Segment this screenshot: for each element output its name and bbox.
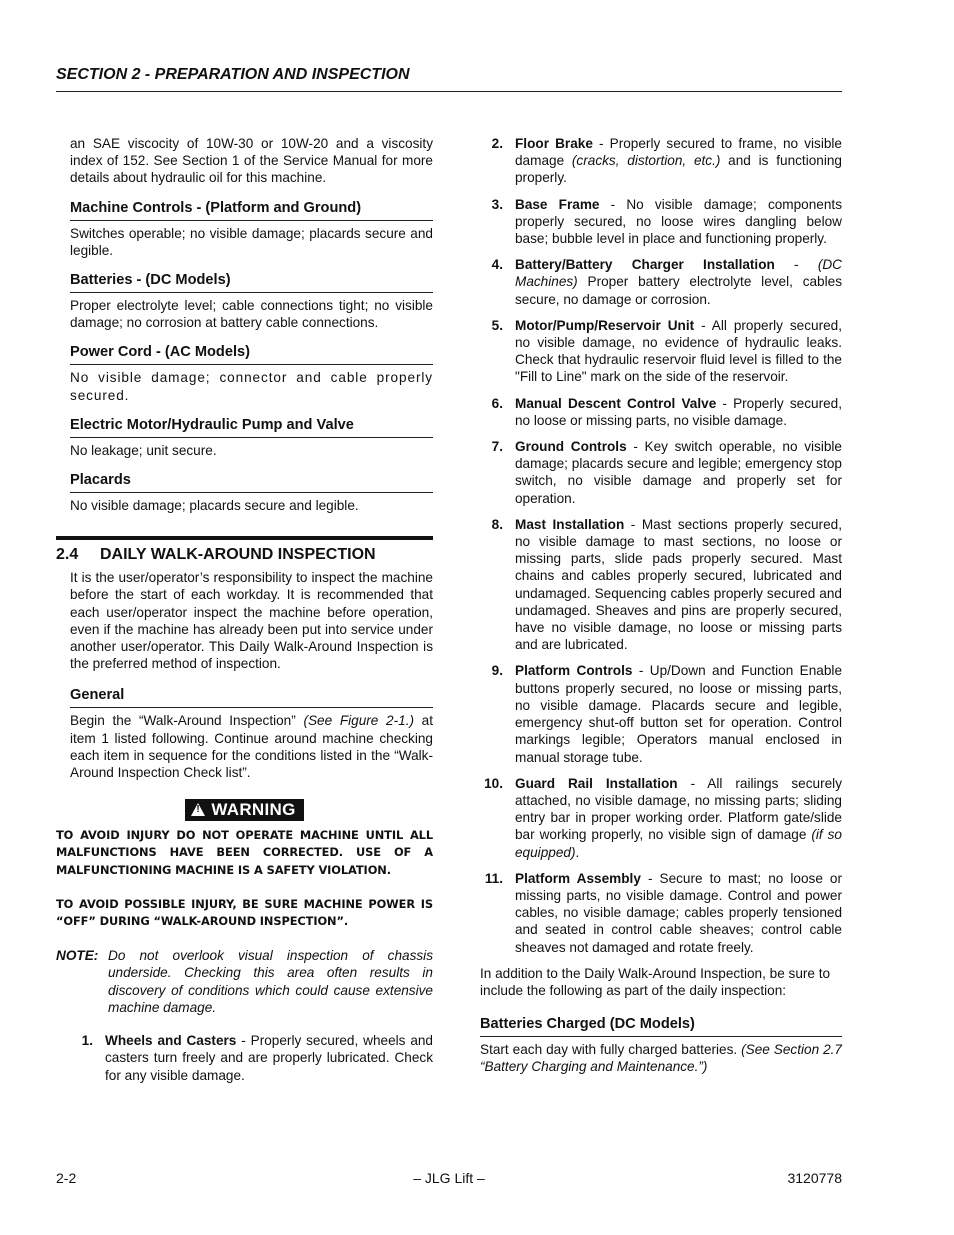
list-item-3 [480, 196, 842, 248]
list-item-number: 2. [491, 136, 503, 151]
section-reference: (See Section 2.7 “Battery Charging and Maintenance.”) [480, 1042, 842, 1075]
addition-text: In addition to the Daily Walk-Around Inspection, be sure to include the following as part of the daily inspection: [480, 965, 831, 998]
list-item-title: Base Frame [515, 196, 600, 212]
list-item-title: Mast Installation [515, 516, 625, 532]
list-item-title: Wheels and Casters [105, 1033, 237, 1049]
note-text: Do not overlook visual inspection of chassis underside. Checking this area often results in discovery of conditions which could cause extensive machine damage. [108, 948, 433, 1015]
warning-text-2: TO AVOID POSSIBLE INJURY, BE SURE MACHINE POWER IS “OFF” DURING “WALK-AROUND INSPECTION”. [56, 896, 433, 929]
general-heading: General [70, 686, 433, 708]
machine-controls-heading: Machine Controls - (Platform and Ground) [70, 199, 433, 221]
list-item-title: Floor Brake [515, 136, 593, 151]
list-item-title: Platform Controls [515, 663, 633, 679]
section-2-4-heading [56, 536, 433, 565]
list-item-title: Battery/Battery Charger Installation [515, 257, 775, 273]
list-item-10 [480, 775, 842, 861]
list-item-title: Manual Descent Control Valve [515, 395, 717, 411]
batteries-text: Proper electrolyte level; cable connections tight; no visible damage; no corrosion at battery cable connections. [70, 298, 433, 331]
batteries-heading: Batteries - (DC Models) [70, 271, 433, 293]
list-item-5 [480, 317, 842, 386]
right-column [480, 135, 842, 1082]
general-text: Begin the “Walk-Around Inspection” (See Figure 2-1.) at item 1 listed following. Continue around machine checking each item in sequence for the conditions listed in the “Walk-Around Inspection Check list”. [70, 713, 434, 781]
power-cord-text: No visible damage; connector and cable properly secured. [70, 370, 433, 403]
list-item-7 [480, 438, 842, 507]
list-item-number: 8. [491, 516, 503, 532]
list-item-number: 7. [491, 439, 503, 455]
list-item-body: Floor Brake - Properly secured to frame, no visible damage (cracks, distortion, etc.) and is functioning properly. [515, 136, 842, 186]
batteries-charged-text: Start each day with fully charged batteries. (See Section 2.7 “Battery Charging and Maintenance.”) [480, 1042, 842, 1075]
section-intro-text: It is the user/operator’s responsibility to inspect the machine before the start of each workday. It is recommended that each user/operator inspect the machine before operation, even if the machine has already been put into service under another user/operator. This Daily Walk-Around Inspection is the preferred method of inspection. [70, 570, 433, 672]
list-item-title: Platform Assembly [515, 870, 641, 886]
list-item-body: Ground Controls - Key switch operable, no visible damage; placards secure and legible; emergency stop switch, no visible damage and properly set for operation. [515, 439, 842, 506]
list-item-6 [480, 395, 842, 429]
list-item-title: Motor/Pump/Reservoir Unit [515, 317, 695, 333]
list-item-italic: (cracks, distortion, etc.) [571, 153, 721, 169]
section-header-title: SECTION 2 - PREPARATION AND INSPECTION [56, 66, 410, 83]
machine-controls-text: Switches operable; no visible damage; placards secure and legible. [70, 225, 433, 258]
note-label: NOTE: [56, 948, 99, 964]
batteries-charged-heading: Batteries Charged (DC Models) [480, 1015, 842, 1037]
list-item-2 [480, 135, 842, 187]
list-item-italic: (if so equipped) [515, 827, 842, 860]
list-item-number: 1. [81, 1033, 93, 1049]
warning-triangle-icon [191, 803, 205, 816]
page-header [56, 64, 842, 92]
list-item-body: Platform Assembly - Secure to mast; no loose or missing parts, no visible damage. Control and power cables, no visible damage; cables properly tensioned and seated in control cable sheaves; control cable sheaves not damaged and rotate freely. [515, 870, 843, 955]
list-item-body: Mast Installation - Mast sections properly secured, no visible damage to mast sections, no loose or missing parts, slide pads properly secured. Mast chains and cables properly secured, lubricated and undamaged. Sequencing cables properly secured and undamaged. Sheaves and pins are properly secured, have no visible damage, no loose or missing parts and are lubricated. [515, 516, 842, 653]
list-item-number: 11. [484, 870, 503, 886]
list-item-body: Motor/Pump/Reservoir Unit - All properly secured, no visible damage, no evidence of hydraulic leaks. Check that hydraulic reservoir fluid level is filled to the "Fill to Line" mark on the side of the reservoir. [515, 317, 842, 385]
note-block [56, 947, 433, 1016]
motor-text: No leakage; unit secure. [70, 442, 217, 458]
list-item-body: Guard Rail Installation - All railings securely attached, no visible damage, no missing parts; sliding entry bar in proper working order. Platform gate/slide bar working properly, no visible sign of damage (if so equipped). [515, 775, 842, 860]
motor-heading: Electric Motor/Hydraulic Pump and Valve [70, 416, 433, 438]
list-item-number: 3. [491, 196, 503, 212]
list-item-number: 6. [491, 395, 503, 411]
power-cord-heading: Power Cord - (AC Models) [70, 343, 433, 365]
list-item-italic: (DC Machines) [515, 257, 842, 290]
document-number: 3120778 [787, 1170, 842, 1186]
list-item-number: 9. [491, 663, 503, 679]
list-item-title: Ground Controls [515, 439, 627, 455]
list-item-8 [480, 516, 842, 654]
warning-text-1: TO AVOID INJURY DO NOT OPERATE MACHINE UNTIL ALL MALFUNCTIONS HAVE BEEN CORRECTED. USE OF A MALFUNCTIONING MACHINE IS A SAFETY VIOLATION. [56, 828, 433, 877]
list-item-body: Base Frame - No visible damage; components properly secured, no loose wires dangling below base; bubble level in place and functioning properly. [515, 196, 842, 247]
footer-brand: – JLG Lift – [413, 1170, 485, 1186]
placards-text: No visible damage; placards secure and legible. [70, 498, 359, 514]
list-item-number: 10. [484, 775, 503, 791]
left-column [56, 135, 433, 1093]
list-item-11 [480, 870, 842, 956]
intro-paragraph: an SAE viscocity of 10W-30 or 10W-20 and a viscosity index of 152. See Section 1 of the Service Manual for more details about hydraulic oil for this machine. [70, 136, 433, 186]
warning-block [56, 799, 433, 821]
page-footer [56, 1170, 842, 1190]
list-item-number: 5. [491, 317, 503, 333]
inspection-list [480, 135, 842, 956]
list-item-1: 1. Wheels and Casters - Properly secured, wheels and casters turn freely and are properly lubricated. Check for any visible damage. [70, 1032, 433, 1084]
list-item-body: Manual Descent Control Valve - Properly secured, no loose or missing parts, no visible damage. [515, 395, 842, 428]
section-title: DAILY WALK-AROUND INSPECTION [100, 546, 376, 564]
list-item-body: Battery/Battery Charger Installation - (DC Machines) Proper battery electrolyte level, cables secure, no damage or corrosion. [515, 257, 842, 307]
list-item-9 [480, 662, 842, 765]
list-item-body: Platform Controls - Up/Down and Function Enable buttons properly secured, no loose or missing parts, no visible damage. Placards secure and legible, emergency shut-off button set for operation. Control markings legible; Operators manual enclosed in manual storage tube. [515, 663, 842, 765]
list-item-number: 4. [491, 257, 503, 273]
page-number: 2-2 [56, 1170, 77, 1186]
placards-heading: Placards [70, 471, 433, 493]
warning-label: !WARNING [185, 799, 303, 821]
figure-reference: (See Figure 2-1.) [303, 713, 414, 729]
list-item-title: Guard Rail Installation [515, 775, 678, 791]
list-item-4 [480, 256, 842, 308]
section-number: 2.4 [56, 546, 79, 564]
